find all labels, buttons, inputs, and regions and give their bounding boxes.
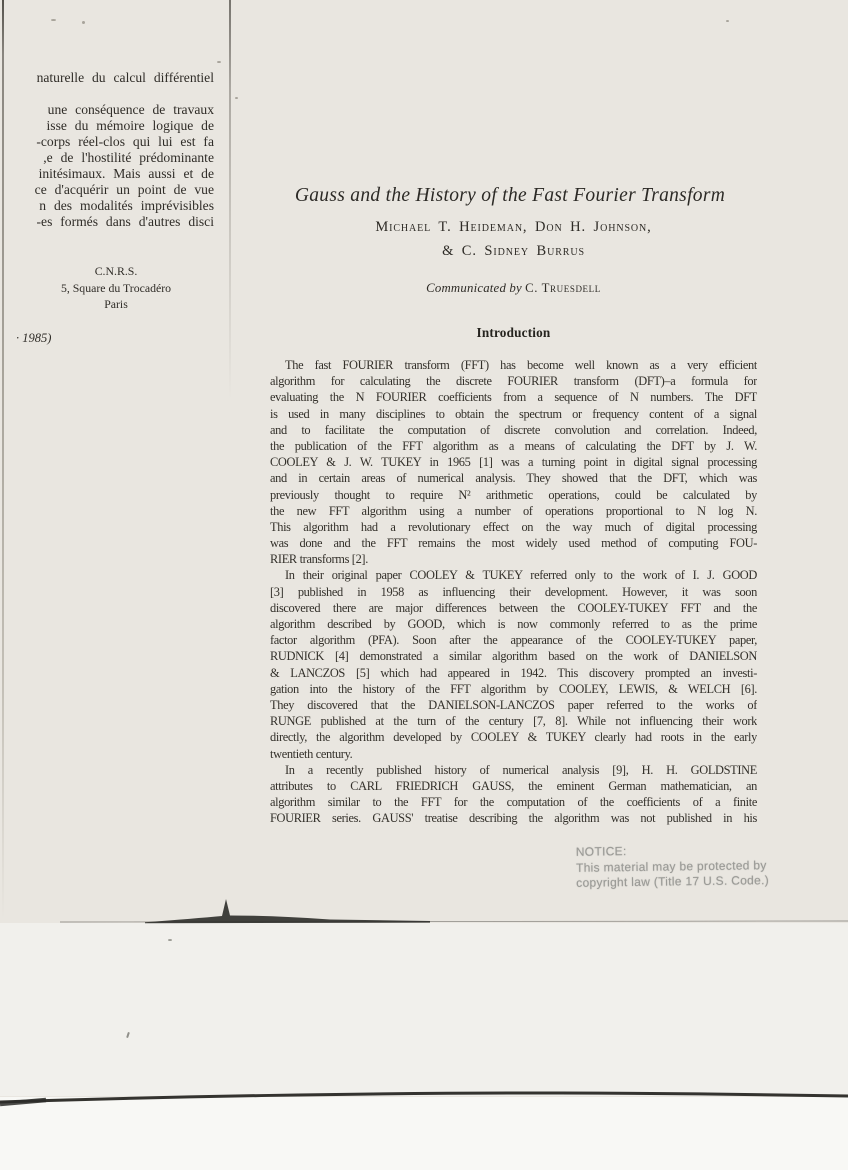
fragment-line: e de l'hostilité prédominante, xyxy=(43,150,214,165)
page-fold-blob xyxy=(145,899,430,923)
body-line: In their original paper COOLEY & TUKEY referred only to the work of I. J. GOOD xyxy=(285,568,757,583)
dust-speck xyxy=(82,21,85,24)
date-fragment: · 1985) xyxy=(16,331,52,345)
scanner-background-mid xyxy=(0,923,848,1096)
body-line: COOLEY & J. W. TUKEY in 1965 [1] was a turning point in digital signal processing xyxy=(270,455,757,470)
body-line: twentieth century. xyxy=(270,746,353,761)
stamp-line-3: copyright law (Title 17 U.S. Code.) xyxy=(576,873,770,890)
body-line: algorithm for calculating the discrete FOURIER transform (DFT)–a formula for xyxy=(270,374,757,389)
body-line: was done and the FFT remains the most widely used method of computing FOU- xyxy=(270,536,757,551)
fragment-line: ce d'acquérir un point de vue xyxy=(34,182,214,197)
authors-line-2: & C. Sidney Burrus xyxy=(442,243,585,259)
fragment-line: initésimaux. Mais aussi et de xyxy=(38,166,214,181)
page-bottom-edge-line xyxy=(60,921,848,922)
address-block xyxy=(0,263,232,313)
body-line: & LANCZOS [5] which had appeared in 1942. This discovery prompted an investi- xyxy=(270,665,757,680)
body-line: is used in many disciplines to obtain the spectrum or frequency content of a signal xyxy=(270,406,757,421)
copyright-notice-stamp xyxy=(576,841,837,891)
body-line: RIER transforms [2]. xyxy=(270,552,368,567)
communicated-by-label: Communicated by xyxy=(426,281,522,295)
body-line: and to facilitate the computation of discrete convolution and correlation. Indeed, xyxy=(270,422,757,437)
address-line: Paris xyxy=(104,297,128,311)
authors-line-1: Michael T. Heideman, Don H. Johnson, xyxy=(375,219,652,235)
fragment-line: es formés dans d'autres disci- xyxy=(36,214,214,229)
previous-page-text-fragment xyxy=(4,70,214,230)
dust-speck xyxy=(726,20,729,22)
dust-speck xyxy=(217,61,221,63)
communicated-by-name: C. Truesdell xyxy=(525,281,601,295)
article-body xyxy=(270,357,757,826)
section-heading-introduction: Introduction xyxy=(476,325,551,340)
scanner-background-bottom xyxy=(0,1097,848,1170)
body-line: [3] published in 1958 as influencing their development. However, it was soon xyxy=(270,584,757,599)
dust-speck xyxy=(168,939,172,941)
stamp-line-1: NOTICE: xyxy=(575,844,627,859)
address-line: C.N.R.S. xyxy=(94,264,138,278)
dust-speck xyxy=(51,19,56,21)
body-line: RUDNICK [4] demonstrated a similar algorithm based on the work of DANIELSON xyxy=(270,649,757,664)
body-line: previously thought to require N² arithmetic operations, could be calculated by xyxy=(270,487,757,502)
body-line: evaluating the N FOURIER coefficients from a sequence of N numbers. The DFT xyxy=(270,390,757,405)
body-line: factor algorithm (PFA). Soon after the appearance of the COOLEY-TUKEY paper, xyxy=(270,633,757,648)
fragment-line: isse du mémoire logique de xyxy=(46,118,214,133)
page-spine-line xyxy=(229,0,231,400)
communicated-by-line xyxy=(270,281,757,296)
paper-title: Gauss and the History of the Fast Fourier Transform xyxy=(294,185,726,206)
body-line: attributes to CARL FRIEDRICH GAUSS, the eminent German mathematician, an xyxy=(270,778,757,793)
body-line: FOURIER series. GAUSS' treatise describing the algorithm was not published in his xyxy=(270,811,757,826)
body-line: gation into the history of the FFT algorithm by COOLEY, LEWIS, & WELCH [6]. xyxy=(270,681,757,696)
body-line: discovered there are major differences between the COOLEY-TUKEY FFT and the xyxy=(270,600,757,615)
body-line: This algorithm had a revolutionary effect on the way much of digital processing xyxy=(270,519,757,534)
body-line: the new FFT algorithm using a number of operations proportional to N log N. xyxy=(270,503,757,518)
address-line: 5, Square du Trocadéro xyxy=(60,280,172,295)
body-line: In a recently published history of numerical analysis [9], H. H. GOLDSTINE xyxy=(285,762,757,777)
body-line: the publication of the FFT algorithm as a means of calculating the DFT by J. W. xyxy=(270,438,757,453)
stamp-line-2: This material may be protected by xyxy=(575,857,767,875)
fragment-line: corps réel-clos qui lui est fa- xyxy=(36,134,214,149)
body-line: algorithm similar to the FFT for the computation of the coefficients of a finite xyxy=(270,795,757,810)
body-line: and in certain areas of numerical analysis. They showed that the DFT, which was xyxy=(270,471,757,486)
body-line: algorithm described by GOOD, which is now commonly referred to as the prime xyxy=(270,617,757,631)
dust-speck xyxy=(235,97,238,99)
body-line: The fast FOURIER transform (FFT) has become well known as a very efficient xyxy=(285,358,757,372)
fragment-line: une conséquence de travaux xyxy=(47,102,214,117)
body-line: They discovered that the DANIELSON-LANCZOS paper referred to the works of xyxy=(270,697,757,712)
body-line: directly, the algorithm developed by COOLEY & TUKEY clearly had roots in the early xyxy=(270,730,757,745)
body-line: RUNGE published at the turn of the century [7, 8]. While not influencing their work xyxy=(270,714,757,729)
fragment-line: n des modalités imprévisibles xyxy=(39,198,214,213)
fragment-line: naturelle du calcul différentiel xyxy=(36,70,214,85)
